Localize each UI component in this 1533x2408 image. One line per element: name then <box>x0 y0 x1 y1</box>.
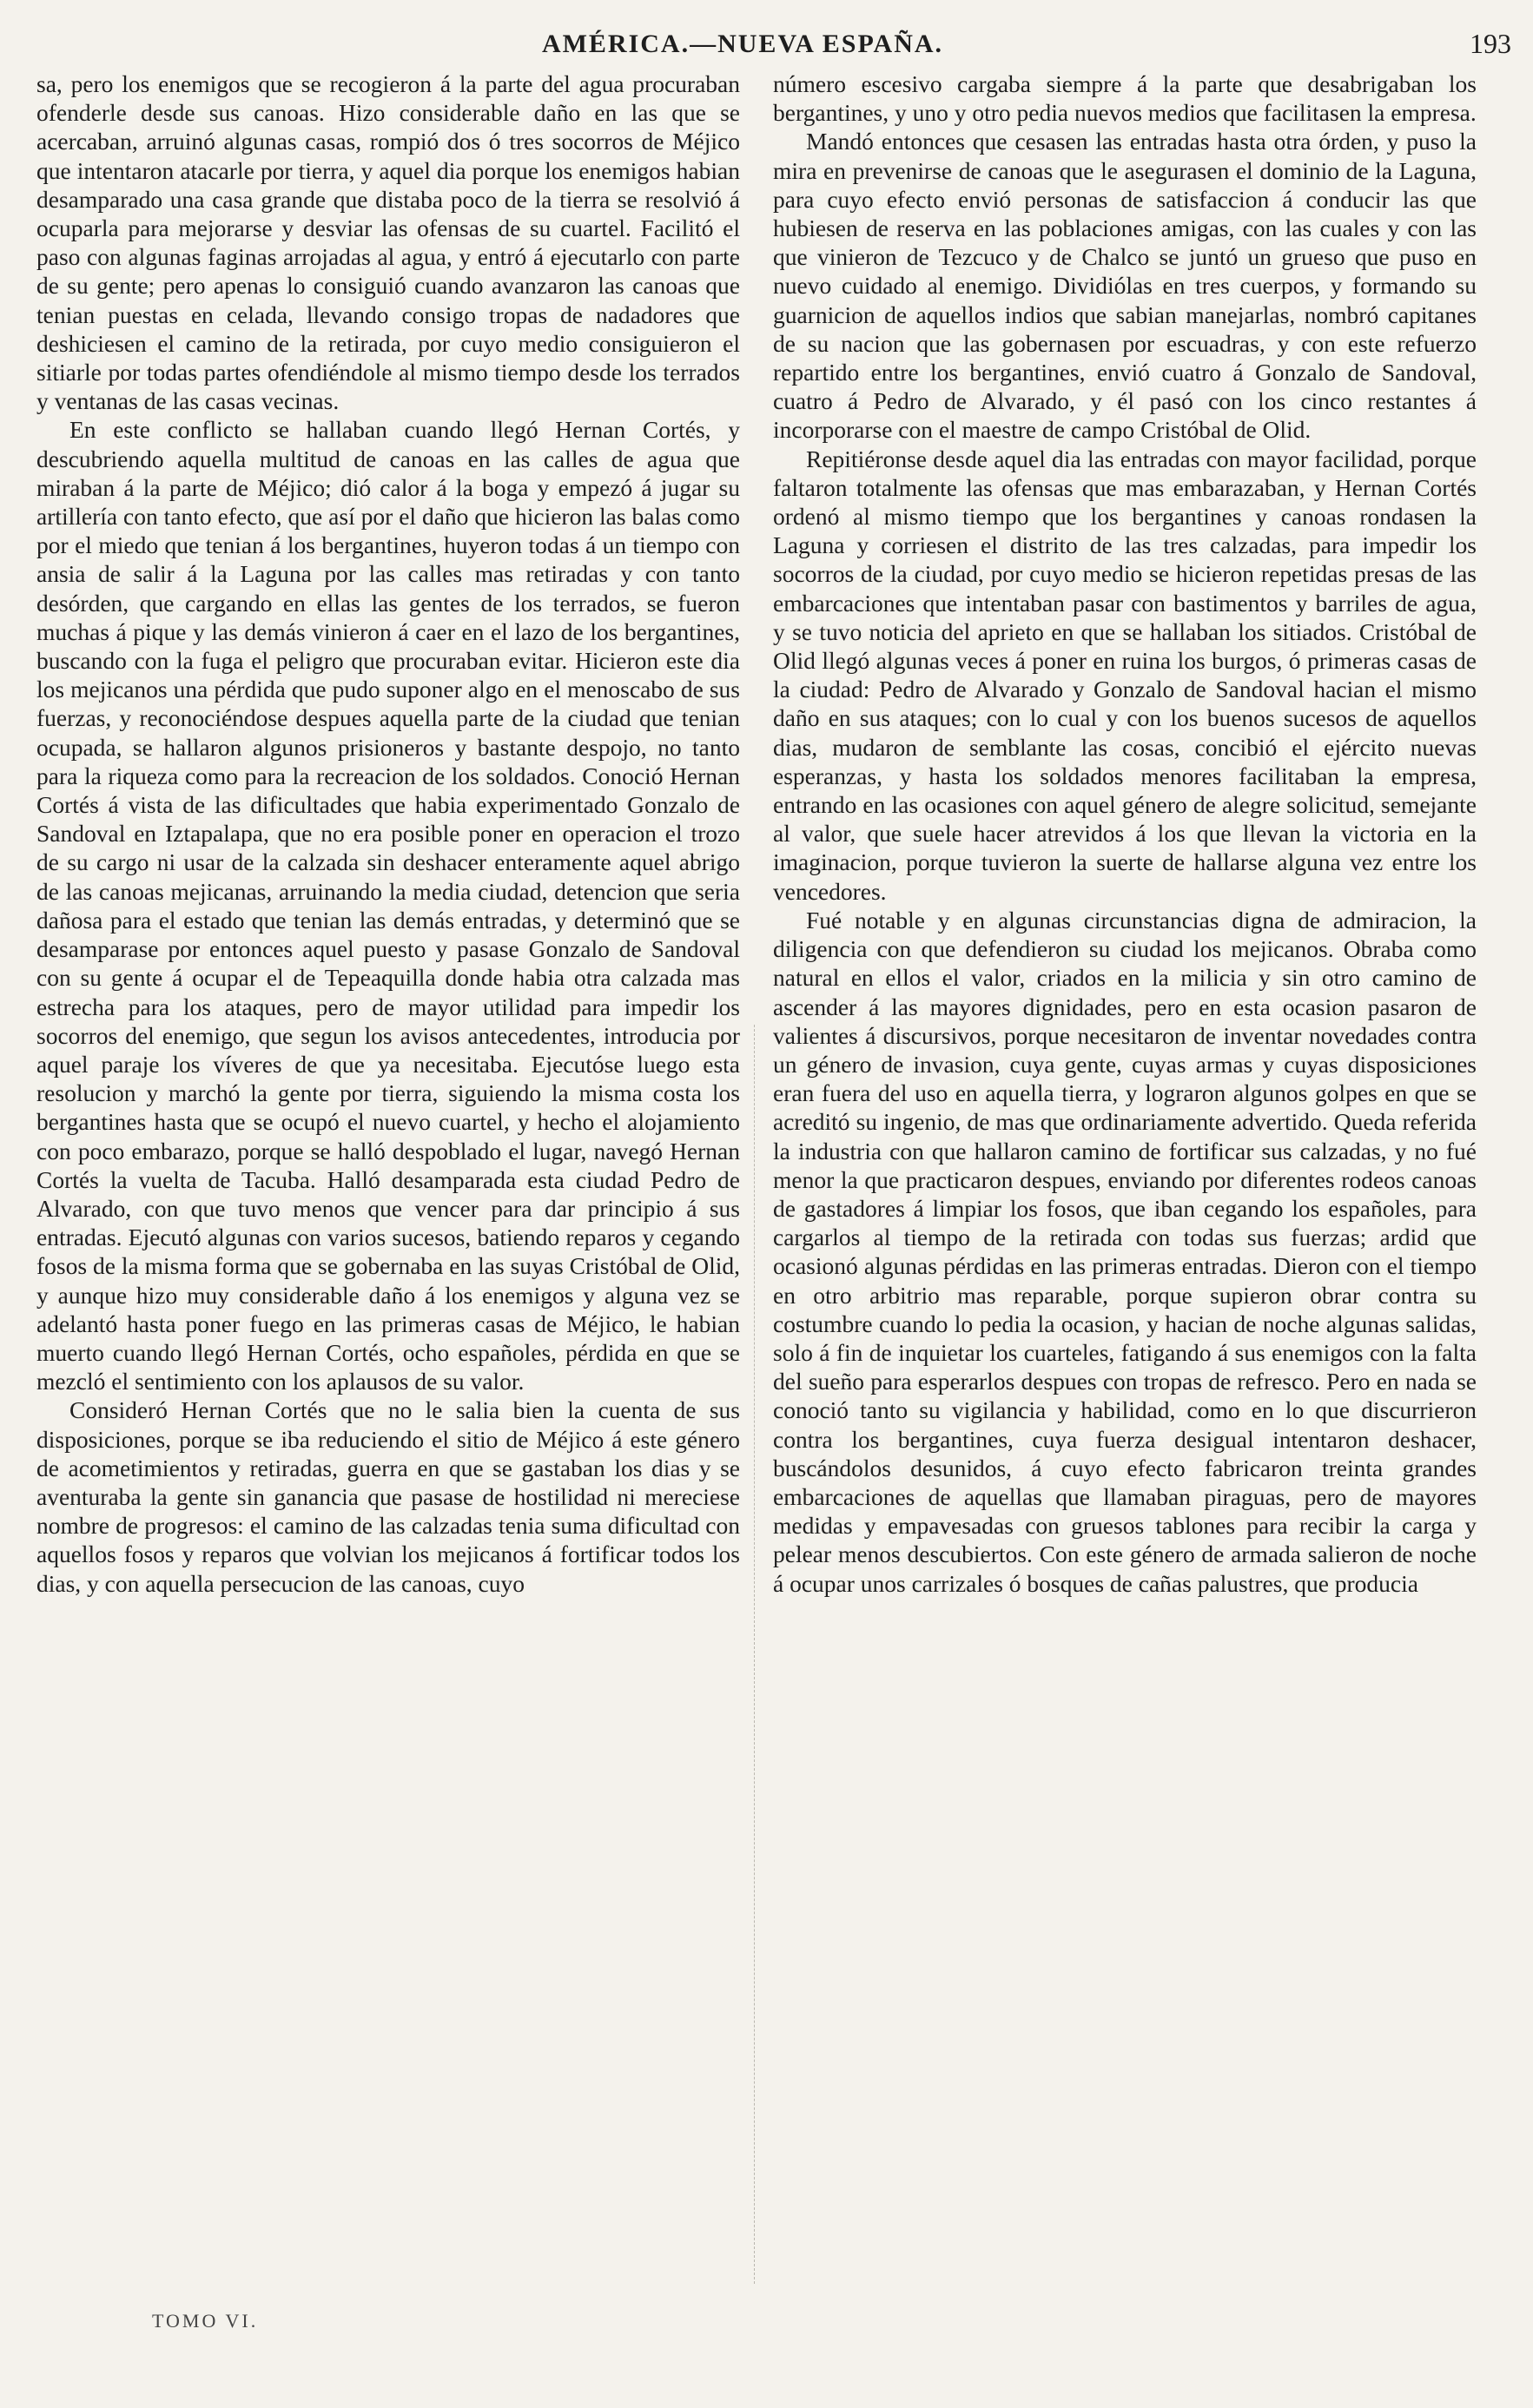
running-title: AMÉRICA.—NUEVA ESPAÑA. <box>541 30 944 58</box>
running-head <box>0 26 1533 66</box>
paragraph: Fué notable y en algunas circunstancias digna de admiracion, la diligencia con que defendieron su ciudad los mejicanos. Obraba como natural en ellos el valor, criados en la milicia y sin otro camino de ascender á las mayores dignidades, pero en esta ocasion pasaron de valientes á discursivos, porque necesitaron de inventar novedades contra un género de invasion, cuya gente, cuyas armas y cuyas disposiciones eran fuera del uso en aquella tierra, y lograron algunos golpes en que se acreditó su ingenio, de mas que ordinariamente advertido. Queda referida la industria con que hallaron camino de fortificar sus calzadas, y no fué menor la que practicaron despues, enviando por diferentes rodeos canoas de gastadores á limpiar los fosos, que iban cegando los españoles, para cargarlos al tiempo de la retirada con todas sus fuerzas; ardid que ocasionó algunas pérdidas en las primeras entradas. Dieron con el tiempo en otro arbitrio mas reparable, porque supieron obrar contra su costumbre cuando lo pedia la ocasion, y hacian de noche algunas salidas, solo á fin de inquietar los cuarteles, fatigando á sus enemigos con la falta del sueño para esperarlos despues con tropas de refresco. Pero en nada se conoció tanto su vigilancia y habilidad, como en lo que discurrieron contra los bergantines, cuya fuerza desigual intentaron deshacer, buscándolos desunidos, á cuyo efecto fabricaron treinta grandes embarcaciones de aquellas que llamaban piraguas, pero de mayores medidas y empavesadas con gruesos tablones para recibir la carga y pelear menos descubiertos. Con este género de armada salieron de noche á ocupar unos carrizales ó bosques de cañas palustres, que producia <box>773 906 1477 1597</box>
column-divider <box>754 1025 755 2284</box>
left-column <box>36 69 740 1598</box>
paragraph: Repitiéronse desde aquel dia las entradas con mayor facilidad, porque faltaron totalmente las ofensas que mas embarazaban, y Hernan Cortés ordenó al mismo tiempo que los bergantines y canoas rondasen la Laguna y corriesen el distrito de las tres calzadas, para impedir los socorros de la ciudad, por cuyo medio se hicieron repetidas presas de las embarcaciones que intentaban pasar con bastimentos y barriles de agua, y se tuvo noticia del aprieto en que se hallaban los sitiados. Cristóbal de Olid llegó algunas veces á poner en ruina los burgos, ó primeras casas de la ciudad: Pedro de Alvarado y Gonzalo de Sandoval hacian el mismo daño en sus ataques; con lo cual y con los buenos sucesos de aquellos dias, mudaron de semblante las cosas, concibió el ejército nuevas esperanzas, y hasta los soldados menores facilitaban la empresa, entrando en las ocasiones con aquel género de alegre solicitud, semejante al valor, que suele hacer atrevidos á los que llevan la victoria en la imaginacion, porque tuvieron la suerte de hallarse alguna vez entre los vencedores. <box>773 445 1477 905</box>
paragraph: número escesivo cargaba siempre á la parte que desabrigaban los bergantines, y uno y otro pedia nuevos medios que facilitasen la empresa. <box>773 70 1477 127</box>
page-number: 193 <box>1470 28 1511 59</box>
paragraph: En este conflicto se hallaban cuando llegó Hernan Cortés, y descubriendo aquella multitud de canoas en las calles de agua que miraban á la parte de Méjico; dió calor á la boga y empezó á jugar su artillería con tanto efecto, que así por el daño que hicieron las balas como por el miedo que tenian á los bergantines, huyeron todas á un tiempo con ansia de salir á la Laguna por las calles mas retiradas y con tanto desórden, que cargando en ellas las gentes de los terrados, se fueron muchas á pique y las demás vinieron á caer en el lazo de los bergantines, buscando con la fuga el peligro que procuraban evitar. Hicieron este dia los mejicanos una pérdida que pudo suponer algo en el menoscabo de sus fuerzas, y reconociéndose despues aquella parte de la ciudad que tenian ocupada, se hallaron algunos prisioneros y bastante despojo, no tanto para la riqueza como para la recreacion de los soldados. Conoció Hernan Cortés á vista de las dificultades que habia experimentado Gonzalo de Sandoval en Iztapalapa, que no era posible poner en operacion el trozo de su cargo ni usar de la calzada sin deshacer enteramente aquel abrigo de las canoas mejicanas, arruinando la media ciudad, detencion que seria dañosa para el estado que tenian las demás entradas, y determinó que se desamparase por entonces aquel puesto y pasase Gonzalo de Sandoval con su gente á ocupar el de Tepeaquilla donde habia otra calzada mas estrecha para los ataques, pero de mayor utilidad para impedir los socorros del enemigo, que segun los avisos antecedentes, introducia por aquel paraje los víveres de que ya necesitaba. Ejecutóse luego esta resolucion y marchó la gente por tierra, siguiendo la misma costa los bergantines hasta que se ocupó el nuevo cuartel, y hecho el alojamiento con poco embarazo, porque se halló despoblado el lugar, navegó Hernan Cortés la vuelta de Tacuba. Halló desamparada esta ciudad Pedro de Alvarado, con que tuvo menos que vencer para dar principio á sus entradas. Ejecutó algunas con varios sucesos, batiendo reparos y cegando fosos de la misma forma que se gobernaba en las suyas Cristóbal de Olid, y aunque hizo muy considerable daño á los enemigos y alguna vez se adelantó hasta poner fuego en las primeras casas de Méjico, le habian muerto cuando llegó Hernan Cortés, ocho españoles, pérdida en que se mezcló el sentimiento con los aplausos de su valor. <box>36 416 740 1395</box>
right-column <box>773 69 1477 1598</box>
paragraph: sa, pero los enemigos que se recogieron á la parte del agua procuraban ofenderle desde sus canoas. Hizo considerable daño en las que se acercaban, arruinó algunas casas, rompió dos ó tres socorros de Méjico que intentaron atacarle por tierra, y aquel dia porque los enemigos habian desamparado una casa grande que distaba poco de la tierra se resolvió á ocuparla para mejorarse y desviar las ofensas de su cuartel. Facilitó el paso con algunas faginas arrojadas al agua, y entró á ejecutarlo con parte de su gente; pero apenas lo consiguió cuando avanzaron las canoas que tenian puestas en celada, llevando consigo tropas de nadadores que deshiciesen el camino de la retirada, por cuyo medio consiguieron el sitiarle por todas partes ofendiéndole al mismo tiempo desde los terrados y ventanas de las casas vecinas. <box>36 70 740 415</box>
volume-signature: TOMO VI. <box>152 2310 259 2332</box>
paragraph: Mandó entonces que cesasen las entradas hasta otra órden, y puso la mira en prevenirse de canoas que le asegurasen el dominio de la Laguna, para cuyo efecto envió personas de satisfaccion á conducir las que hubiesen de reserva en las poblaciones amigas, con las cuales y con las que vinieron de Tezcuco y de Chalco se juntó un grueso que puso en nuevo cuidado al enemigo. Dividiólas en tres cuerpos, y formando su guarnicion de aquellos indios que sabian manejarlas, nombró capitanes de su nacion que las gobernasen por escuadras, y con este refuerzo repartido entre los bergantines, envió cuatro á Gonzalo de Sandoval, cuatro á Pedro de Alvarado, y él pasó con los cinco restantes á incorporarse con el maestre de campo Cristóbal de Olid. <box>773 128 1477 444</box>
paragraph: Consideró Hernan Cortés que no le salia bien la cuenta de sus disposiciones, porque se iba reduciendo el sitio de Méjico á este género de acometimientos y retiradas, guerra en que se gastaban los dias y se aventuraba la gente sin ganancia que pasase de hostilidad ni mereciese nombre de progresos: el camino de las calzadas tenia suma dificultad con aquellos fosos y reparos que volvian los mejicanos á fortificar todos los dias, y con aquella persecucion de las canoas, cuyo <box>36 1396 740 1597</box>
